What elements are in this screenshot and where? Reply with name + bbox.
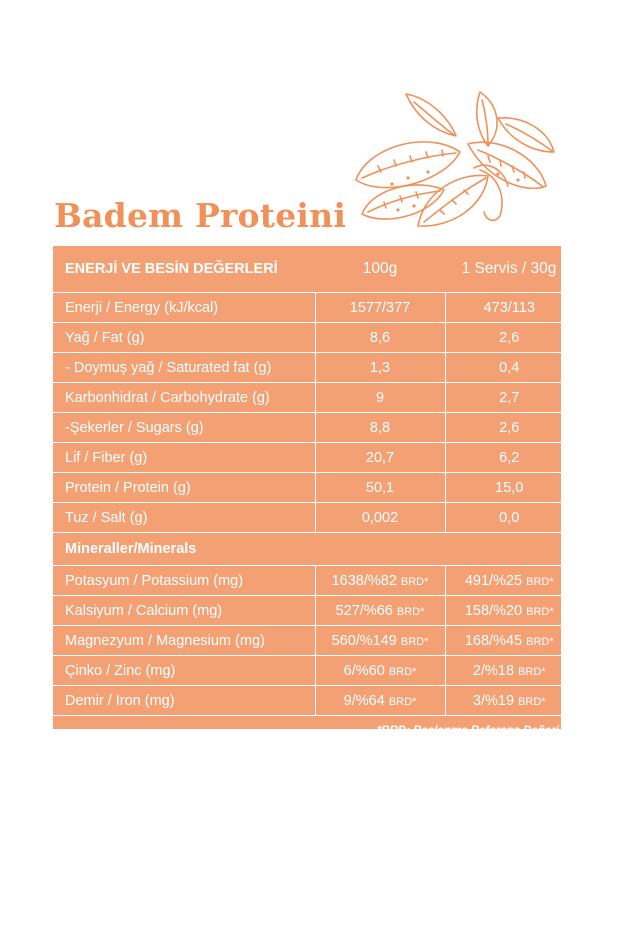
mineral-per-serving: [445, 596, 573, 626]
brd-unit: BRD*: [526, 575, 554, 588]
mineral-row: [53, 566, 573, 596]
value-per-100g: 1577/377: [315, 293, 445, 323]
value-per-100g: 0,002: [315, 503, 445, 533]
brd-unit: BRD*: [396, 605, 425, 618]
nutrient-label: Enerji / Energy (kJ/kcal): [53, 293, 315, 323]
table-row: [53, 413, 573, 443]
brd-unit: BRD*: [400, 635, 429, 648]
mineral-per-100g: [315, 566, 445, 596]
mineral-value: 9/%64: [343, 692, 385, 709]
nutrient-label: Yağ / Fat (g): [53, 323, 315, 353]
table-row: [53, 443, 573, 473]
mineral-per-100g: [315, 626, 445, 656]
mineral-per-serving: [445, 656, 573, 686]
table-row: [53, 473, 573, 503]
value-per-serving: 0,4: [445, 353, 573, 383]
value-per-serving: 15,0: [445, 473, 573, 503]
table-row: [53, 383, 573, 413]
mineral-per-100g: [315, 686, 445, 716]
almond-illustration-icon: [348, 86, 560, 236]
page-title: Badem Proteini: [54, 196, 347, 235]
mineral-value: 560/%149: [331, 632, 397, 649]
value-per-serving: 2,7: [445, 383, 573, 413]
value-per-100g: 50,1: [315, 473, 445, 503]
brd-unit: BRD*: [526, 605, 554, 618]
mineral-value: 2/%18: [472, 662, 515, 679]
table-row: [53, 323, 573, 353]
header-per-100g: 100g: [362, 260, 398, 277]
brd-unit: BRD*: [518, 695, 546, 708]
mineral-per-serving: [445, 566, 573, 596]
mineral-per-serving: [445, 686, 573, 716]
minerals-title: Mineraller/Minerals: [53, 533, 573, 566]
mineral-label: Magnezyum / Magnesium (mg): [53, 626, 315, 656]
table-row: [53, 353, 573, 383]
mineral-value: 158/%20: [464, 602, 523, 619]
value-per-serving: 6,2: [445, 443, 573, 473]
nutrient-label: Lif / Fiber (g): [53, 443, 315, 473]
mineral-row: [53, 596, 573, 626]
mineral-row: [53, 656, 573, 686]
value-per-100g: 9: [315, 383, 445, 413]
table-header-row: [53, 246, 573, 293]
header-label: ENERJİ VE BESİN DEĞERLERİ: [65, 261, 278, 277]
nutrition-table: [53, 246, 561, 737]
minerals-section-row: [53, 533, 573, 566]
mineral-label: Kalsiyum / Calcium (mg): [53, 596, 315, 626]
value-per-serving: 473/113: [445, 293, 573, 323]
brd-unit: BRD*: [518, 665, 546, 678]
value-per-serving: 0,0: [445, 503, 573, 533]
mineral-row: [53, 626, 573, 656]
value-per-100g: 1,3: [315, 353, 445, 383]
nutrient-label: - Doymuş yağ / Saturated fat (g): [53, 353, 315, 383]
brd-unit: BRD*: [388, 665, 417, 678]
mineral-value: 491/%25: [464, 572, 523, 589]
mineral-value: 527/%66: [335, 602, 393, 619]
brd-unit: BRD*: [400, 575, 429, 588]
value-per-100g: 8,8: [315, 413, 445, 443]
nutrient-label: Karbonhidrat / Carbohydrate (g): [53, 383, 315, 413]
mineral-label: Demir / Iron (mg): [53, 686, 315, 716]
nutrient-label: Protein / Protein (g): [53, 473, 315, 503]
footnote-row: [53, 716, 573, 746]
header-per-serving: 1 Servis / 30g: [461, 260, 557, 277]
mineral-row: [53, 686, 573, 716]
mineral-value: 168/%45: [464, 632, 523, 649]
value-per-serving: 2,6: [445, 413, 573, 443]
brd-unit: BRD*: [388, 695, 417, 708]
table-row: [53, 293, 573, 323]
mineral-label: Çinko / Zinc (mg): [53, 656, 315, 686]
value-per-100g: 8,6: [315, 323, 445, 353]
mineral-value: 6/%60: [343, 662, 385, 679]
mineral-value: 1638/%82: [331, 572, 397, 589]
brd-unit: BRD*: [526, 635, 554, 648]
table-row: [53, 503, 573, 533]
value-per-100g: 20,7: [315, 443, 445, 473]
mineral-per-serving: [445, 626, 573, 656]
footnote: *BRD: Beslenme Referans Değeri: [53, 716, 573, 746]
mineral-label: Potasyum / Potassium (mg): [53, 566, 315, 596]
mineral-per-100g: [315, 596, 445, 626]
nutrient-label: Tuz / Salt (g): [53, 503, 315, 533]
mineral-value: 3/%19: [472, 692, 515, 709]
mineral-per-100g: [315, 656, 445, 686]
nutrient-label: -Şekerler / Sugars (g): [53, 413, 315, 443]
value-per-serving: 2,6: [445, 323, 573, 353]
